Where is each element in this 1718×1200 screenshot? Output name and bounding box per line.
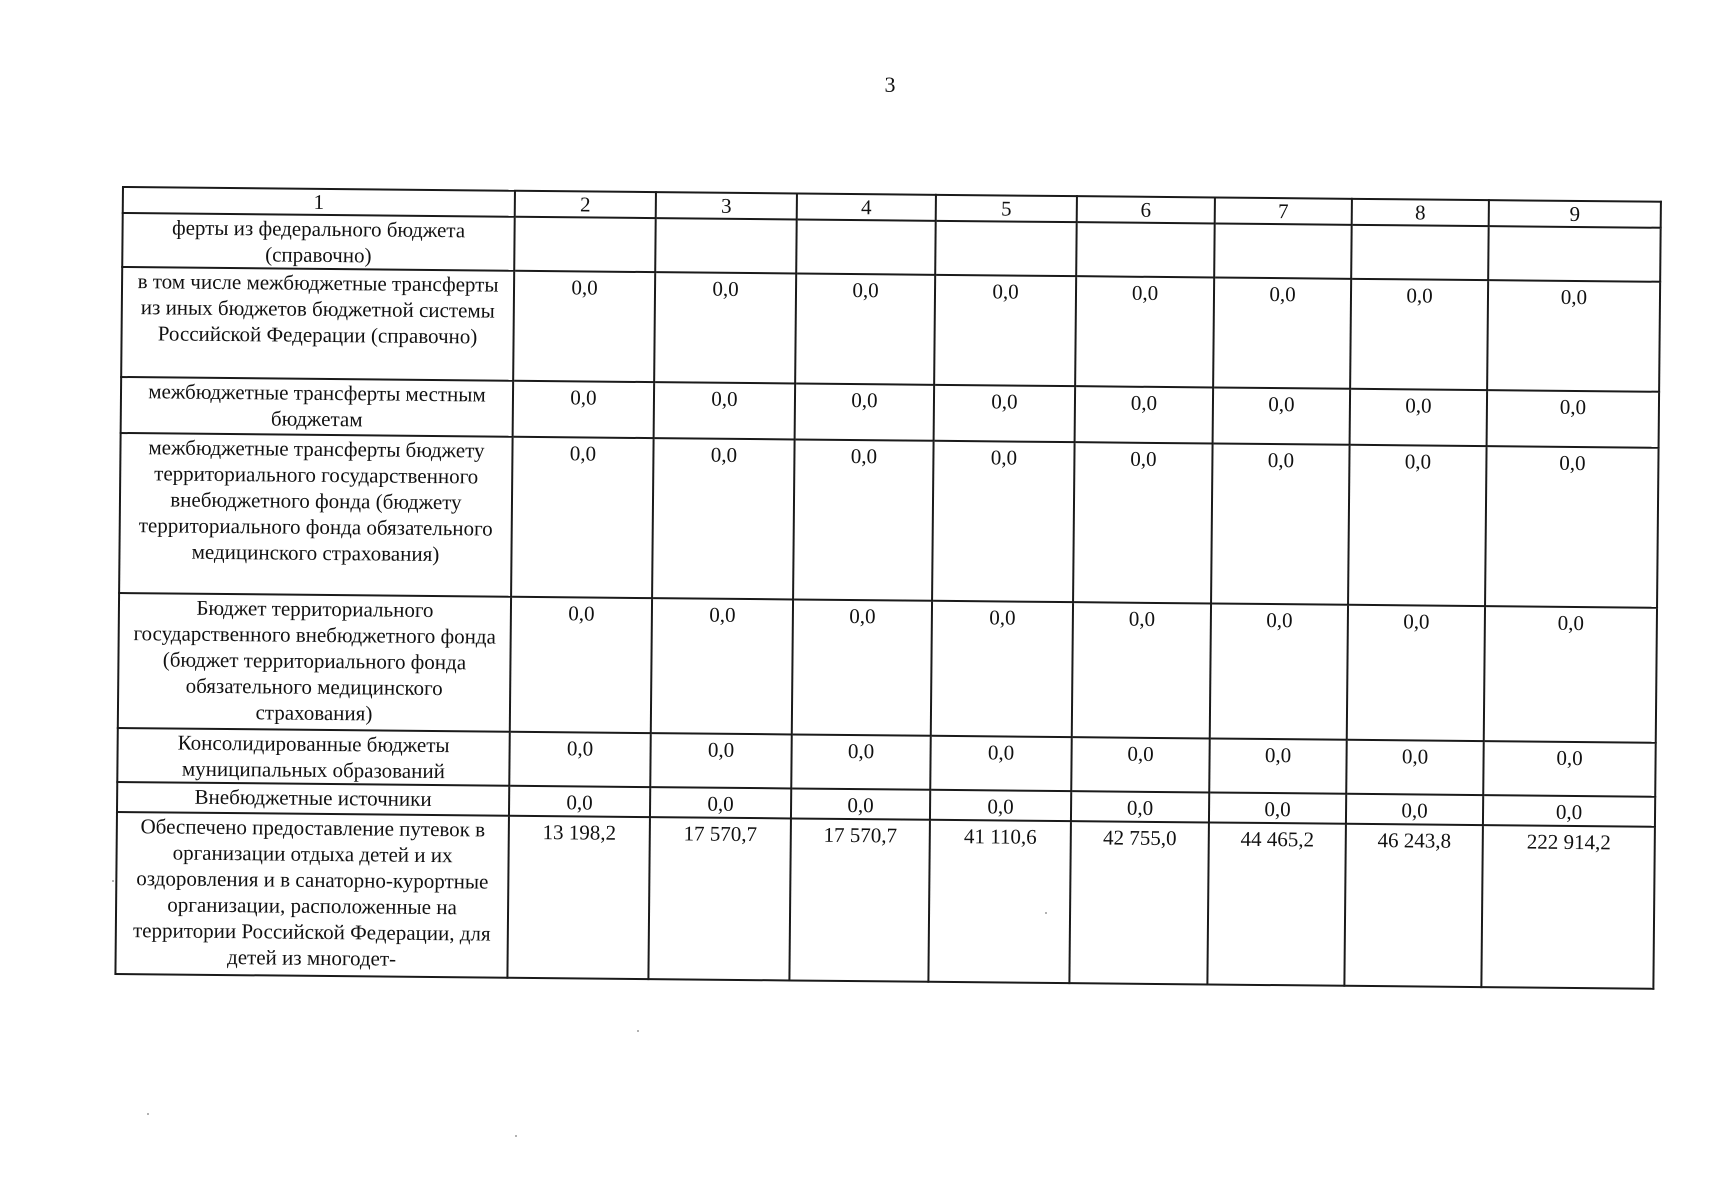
table-cell: 0,0	[513, 381, 655, 438]
column-number: 7	[1215, 197, 1352, 224]
table-cell: 222 914,2	[1481, 825, 1655, 989]
column-number: 3	[656, 192, 797, 219]
table-cell: 0,0	[511, 437, 654, 598]
row-label: Внебюджетные источники	[117, 782, 509, 816]
table-cell: 0,0	[1484, 606, 1657, 743]
scan-speck	[112, 880, 114, 882]
table-cell	[935, 221, 1077, 276]
table-cell: 0,0	[1075, 276, 1214, 387]
scan-speck	[515, 1135, 517, 1137]
table-cell: 0,0	[650, 733, 792, 788]
table-cell: 0,0	[795, 273, 935, 384]
table-cell: 17 570,7	[648, 817, 791, 980]
table-cell	[514, 217, 656, 272]
table-cell: 0,0	[791, 788, 930, 819]
column-number: 5	[936, 195, 1077, 222]
row-label: Обеспечено предоставление путевок в организации отдыха детей и их оздоровления и в санаторно-курортные организации, расположенные на территории Российской Федерации, для детей из многодет-	[115, 812, 509, 978]
table-row	[118, 593, 1657, 743]
table-cell: 0,0	[1075, 386, 1214, 443]
table-cell: 0,0	[1209, 792, 1346, 823]
table-cell: 0,0	[510, 597, 652, 733]
table-cell: 0,0	[1347, 605, 1485, 741]
table-cell: 0,0	[1073, 442, 1213, 603]
table-cell: 0,0	[652, 438, 795, 599]
table-cell: 0,0	[1346, 794, 1483, 825]
table-cell: 0,0	[793, 439, 934, 600]
table-cell: 0,0	[934, 275, 1076, 386]
table-cell: 0,0	[930, 790, 1071, 821]
row-label: Консолидированные бюджеты муниципальных образований	[117, 728, 510, 786]
table-cell: 0,0	[1487, 390, 1660, 448]
table-cell: 0,0	[509, 786, 650, 817]
table-row	[121, 267, 1660, 392]
table-cell: 0,0	[1483, 741, 1656, 797]
table-cell: 0,0	[1211, 443, 1350, 604]
column-number: 6	[1077, 196, 1215, 223]
table-cell: 0,0	[1213, 387, 1351, 444]
table-cell: 0,0	[931, 601, 1073, 737]
table-cell: 0,0	[792, 599, 932, 735]
row-label: межбюджетные трансферты бюджету территориального государственного внебюджетного фонда (бюджету территориального фонда обязательного медицинского страхования)	[119, 433, 513, 597]
table-cell: 0,0	[791, 734, 931, 789]
budget-table	[114, 186, 1662, 990]
table-cell: 0,0	[1209, 738, 1347, 793]
table-cell: 0,0	[1485, 446, 1659, 608]
table-cell: 0,0	[930, 736, 1072, 791]
table-cell: 41 110,6	[928, 820, 1071, 983]
table-cell	[1214, 223, 1352, 278]
table-cell	[1076, 222, 1215, 277]
table-cell: 0,0	[650, 787, 791, 818]
table-cell: 0,0	[795, 383, 935, 440]
table-cell: 0,0	[654, 272, 796, 383]
table-cell: 0,0	[932, 441, 1075, 602]
table-cell: 0,0	[1072, 602, 1211, 738]
table-cell: 0,0	[1210, 603, 1348, 739]
scan-speck	[1045, 912, 1047, 914]
column-number: 2	[515, 191, 656, 218]
row-label: межбюджетные трансферты местным бюджетам	[121, 377, 514, 437]
table-cell	[655, 218, 797, 273]
table-cell: 46 243,8	[1344, 824, 1483, 987]
table-cell: 0,0	[651, 598, 793, 734]
scan-speck	[147, 1113, 149, 1115]
table-cell: 44 465,2	[1207, 822, 1346, 985]
table-cell: 13 198,2	[507, 816, 650, 979]
table-row	[119, 433, 1658, 608]
column-number: 8	[1352, 199, 1489, 226]
table-cell	[796, 219, 936, 274]
table-cell: 0,0	[1071, 737, 1210, 792]
table-cell: 0,0	[654, 382, 796, 439]
table-row	[115, 812, 1654, 989]
table-cell: 0,0	[509, 732, 651, 787]
row-label: Бюджет территориального государственного внебюджетного фонда (бюджет территориального фонда обязательного медицинского страхования)	[118, 593, 511, 732]
column-number: 1	[123, 187, 515, 217]
column-number: 4	[797, 193, 936, 220]
table-cell: 0,0	[513, 271, 655, 382]
table-cell: 0,0	[1213, 277, 1351, 388]
table-cell: 0,0	[1071, 791, 1209, 822]
scan-speck	[637, 1030, 639, 1032]
row-label: ферты из федерального бюджета (справочно)	[122, 213, 515, 271]
budget-table-container	[114, 186, 1662, 990]
column-number: 9	[1489, 200, 1661, 228]
table-cell	[1488, 226, 1661, 282]
page-number: 3	[884, 72, 896, 97]
table-cell: 0,0	[1348, 445, 1487, 606]
table-cell: 0,0	[1350, 389, 1488, 446]
table-cell	[1351, 225, 1489, 280]
table-cell: 42 755,0	[1069, 821, 1209, 984]
row-label: в том числе межбюджетные трансферты из иных бюджетов бюджетной системы Российской Федерации (справочно)	[121, 267, 514, 381]
table-cell: 0,0	[934, 385, 1076, 442]
table-cell: 0,0	[1346, 740, 1484, 795]
table-cell: 0,0	[1487, 280, 1660, 392]
table-cell: 0,0	[1483, 795, 1655, 827]
table-cell: 0,0	[1350, 279, 1488, 390]
table-cell: 17 570,7	[789, 818, 930, 981]
